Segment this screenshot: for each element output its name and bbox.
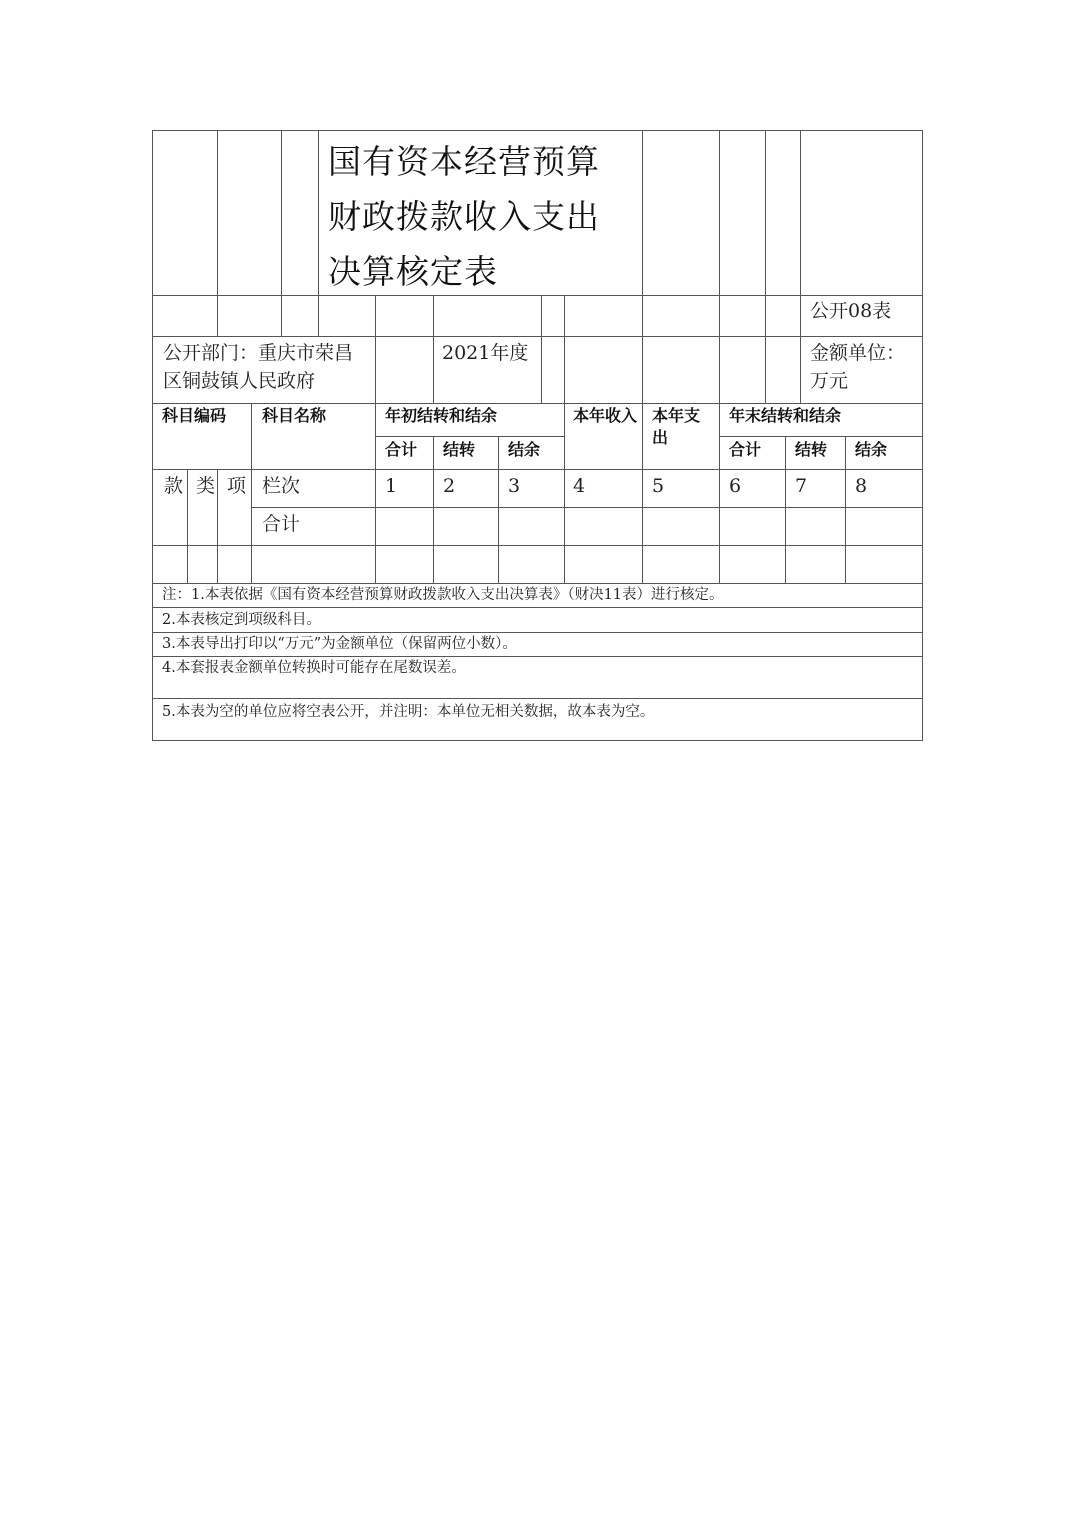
- form-number: 公开08表: [810, 300, 892, 322]
- total-row-label: 合计: [262, 513, 301, 535]
- header-subject-code: 科目编码: [162, 406, 227, 425]
- header-begin-surplus: 结余: [508, 440, 541, 459]
- column-row-label: 栏次: [262, 475, 301, 497]
- header-end-carryover: 结转: [795, 440, 828, 459]
- column-number-2: 2: [443, 475, 456, 497]
- column-number-1: 1: [385, 475, 398, 497]
- header-end-surplus: 结余: [855, 440, 888, 459]
- code-level-xiang: 项: [227, 475, 247, 497]
- note-1: 注：1.本表依据《国有资本经营预算财政拨款收入支出决算表》（财决11表）进行核定。: [162, 587, 724, 603]
- department-label: 公开部门：重庆市荣昌区铜鼓镇人民政府: [163, 342, 354, 392]
- note-2: 2.本表核定到项级科目。: [162, 612, 321, 628]
- note-5: 5.本表为空的单位应将空表公开，并注明：本单位无相关数据，故本表为空。: [162, 704, 655, 720]
- note-4: 4.本套报表金额单位转换时可能存在尾数误差。: [162, 660, 466, 676]
- column-number-8: 8: [855, 475, 868, 497]
- header-begin-carryover: 结转: [443, 440, 476, 459]
- column-number-3: 3: [508, 475, 521, 497]
- header-current-expense: 本年支出: [652, 406, 701, 447]
- column-number-4: 4: [573, 475, 586, 497]
- header-ending-balance: 年末结转和结余: [729, 406, 842, 425]
- column-number-7: 7: [795, 475, 808, 497]
- header-beginning-balance: 年初结转和结余: [385, 406, 498, 425]
- header-begin-total: 合计: [385, 440, 418, 459]
- page-title: 国有资本经营预算财政拨款收入支出决算核定表: [328, 142, 600, 291]
- column-number-6: 6: [729, 475, 742, 497]
- code-level-kuan: 款: [164, 475, 184, 497]
- note-3: 3.本表导出打印以“万元”为金额单位（保留两位小数）。: [162, 636, 517, 652]
- header-end-total: 合计: [729, 440, 762, 459]
- code-level-lei: 类: [196, 475, 216, 497]
- year-label: 2021年度: [442, 342, 529, 364]
- column-number-5: 5: [652, 475, 665, 497]
- header-subject-name: 科目名称: [262, 406, 327, 425]
- unit-label: 金额单位：万元: [810, 342, 906, 392]
- header-current-income: 本年收入: [573, 406, 638, 425]
